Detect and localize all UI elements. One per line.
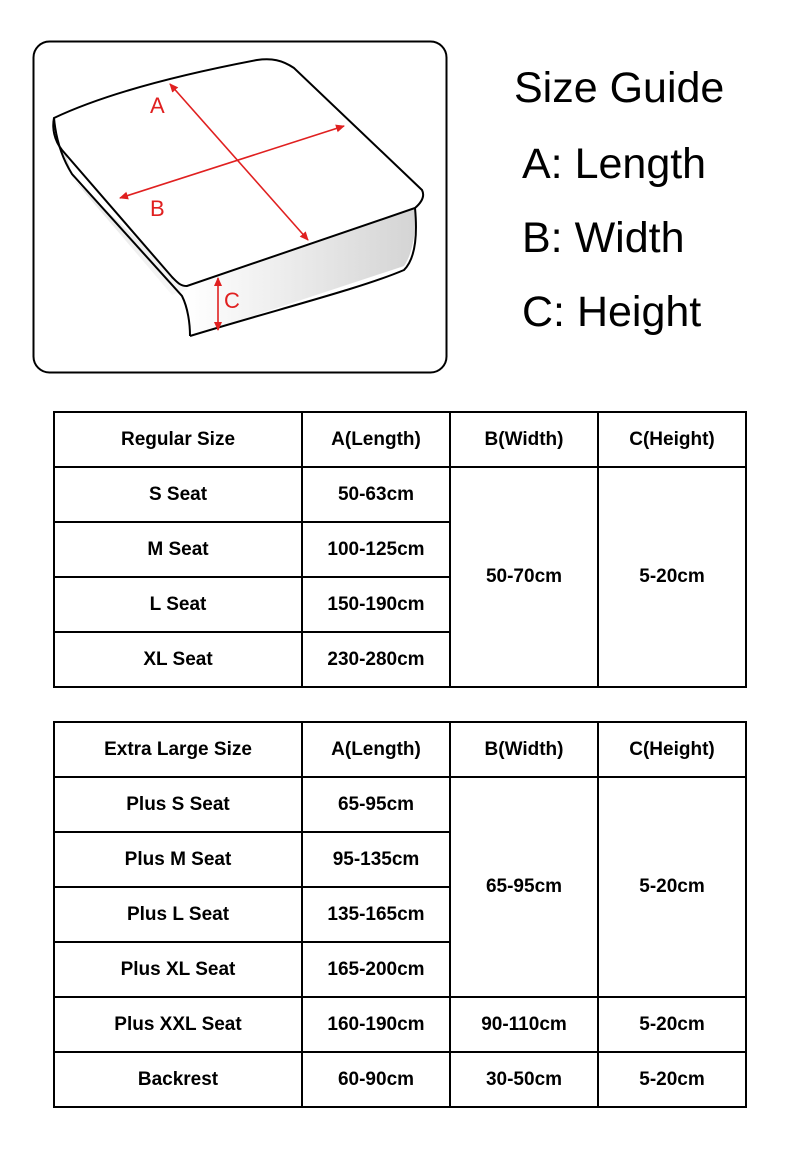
size-name: Plus L Seat: [54, 887, 302, 942]
header-height: C(Height): [598, 722, 746, 777]
header-width: B(Width): [450, 722, 598, 777]
table-row: [54, 777, 746, 832]
guide-height: C: Height: [522, 288, 702, 336]
regular-size-table: [53, 411, 747, 688]
size-height: 5-20cm: [598, 997, 746, 1052]
label-a: A: [150, 93, 165, 118]
size-name: Plus M Seat: [54, 832, 302, 887]
size-length: 135-165cm: [302, 887, 450, 942]
header-height: C(Height): [598, 412, 746, 467]
size-name: Plus S Seat: [54, 777, 302, 832]
size-length: 50-63cm: [302, 467, 450, 522]
header-size: Extra Large Size: [54, 722, 302, 777]
table-header-row: [54, 722, 746, 777]
size-length: 230-280cm: [302, 632, 450, 687]
size-height: 5-20cm: [598, 1052, 746, 1107]
header-size: Regular Size: [54, 412, 302, 467]
size-width-merged: 65-95cm: [450, 777, 598, 997]
guide-width: B: Width: [522, 214, 685, 262]
size-name: XL Seat: [54, 632, 302, 687]
size-width-merged: 50-70cm: [450, 467, 598, 687]
size-height-merged: 5-20cm: [598, 467, 746, 687]
size-guide: [510, 60, 790, 358]
cushion-diagram: [32, 40, 448, 374]
size-length: 95-135cm: [302, 832, 450, 887]
table-row: [54, 1052, 746, 1107]
size-name: S Seat: [54, 467, 302, 522]
size-width: 30-50cm: [450, 1052, 598, 1107]
size-length: 150-190cm: [302, 577, 450, 632]
size-length: 100-125cm: [302, 522, 450, 577]
size-name: Plus XL Seat: [54, 942, 302, 997]
size-name: Backrest: [54, 1052, 302, 1107]
header-length: A(Length): [302, 722, 450, 777]
size-height-merged: 5-20cm: [598, 777, 746, 997]
label-c: C: [224, 288, 240, 313]
header-length: A(Length): [302, 412, 450, 467]
label-b: B: [150, 196, 165, 221]
size-length: 160-190cm: [302, 997, 450, 1052]
size-width: 90-110cm: [450, 997, 598, 1052]
guide-length: A: Length: [522, 140, 707, 188]
header-width: B(Width): [450, 412, 598, 467]
size-name: Plus XXL Seat: [54, 997, 302, 1052]
size-length: 60-90cm: [302, 1052, 450, 1107]
table-row: [54, 997, 746, 1052]
size-name: L Seat: [54, 577, 302, 632]
size-length: 65-95cm: [302, 777, 450, 832]
size-length: 165-200cm: [302, 942, 450, 997]
table-row: [54, 467, 746, 522]
size-name: M Seat: [54, 522, 302, 577]
size-guide-title: Size Guide: [514, 64, 725, 112]
table-header-row: [54, 412, 746, 467]
extra-large-size-table: [53, 721, 747, 1108]
